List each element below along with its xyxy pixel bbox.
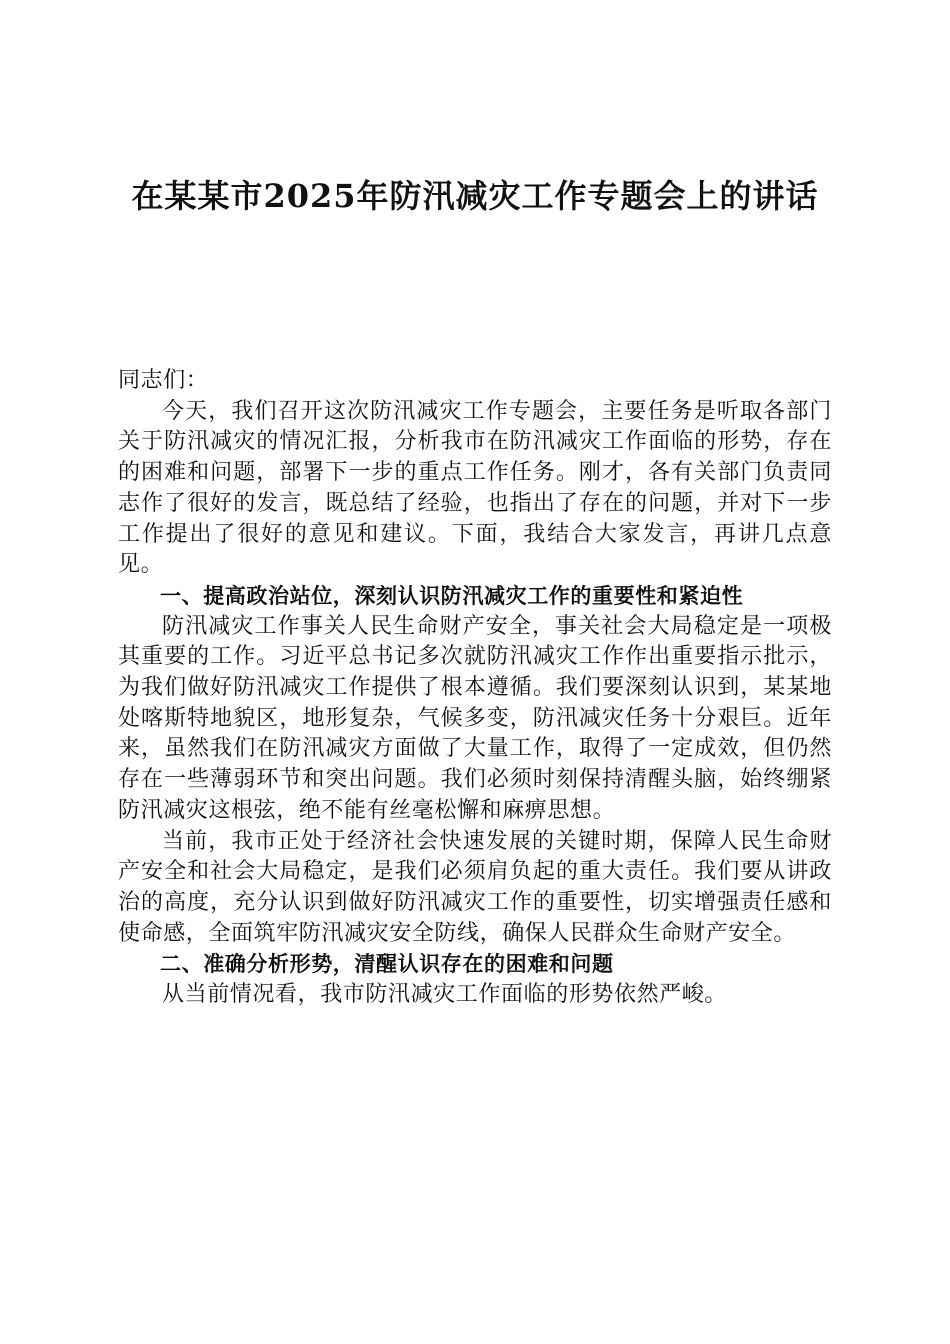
paragraph-section2-a: 从当前情况看，我市防汛减灾工作面临的形势依然严峻。 bbox=[162, 982, 728, 1008]
section-heading-2: 二、准确分析形势，清醒认识存在的困难和问题 bbox=[160, 952, 614, 977]
paragraph-section1-b: 当前，我市正处于经济社会快速发展的关键时期，保障人民生命财产安全和社会大局稳定，是我们必须肩负起的重大责任。我们要从讲政治的高度，充分认识到做好防汛减灾工作的重要性，切实增强责任感和使命感，全面筑牢防汛减灾安全防线，确保人民群众生命财产安全。 bbox=[118, 828, 832, 946]
salutation: 同志们： bbox=[118, 368, 209, 393]
paragraph-intro: 今天，我们召开这次防汛减灾工作专题会，主要任务是听取各部门关于防汛减灾的情况汇报，分析我市在防汛减灾工作面临的形势，存在的困难和问题，部署下一步的重点工作任务。刚才，各有关部门负责同志作了很好的发言，既总结了经验，也指出了存在的问题，并对下一步工作提出了很好的意见和建议。下面，我结合大家发言，再讲几点意见。 bbox=[118, 398, 832, 578]
document-body bbox=[118, 366, 832, 1011]
section-heading-1: 一、提高政治站位，深刻认识防汛减灾工作的重要性和紧迫性 bbox=[160, 583, 744, 608]
paragraph-section1-a: 防汛减灾工作事关人民生命财产安全，事关社会大局稳定是一项极其重要的工作。习近平总书记多次就防汛减灾工作作出重要指示批示，为我们做好防汛减灾工作提供了根本遵循。我们要深刻认识到，某某地处喀斯特地貌区，地形复杂，气候多变，防汛减灾任务十分艰巨。近年来，虽然我们在防汛减灾方面做了大量工作，取得了一定成效，但仍然存在一些薄弱环节和突出问题。我们必须时刻保持清醒头脑，始终绷紧防汛减灾这根弦，绝不能有丝毫松懈和麻痹思想。 bbox=[118, 613, 832, 823]
document-title: 在某某市2025年防汛减灾工作专题会上的讲话 bbox=[131, 177, 819, 215]
